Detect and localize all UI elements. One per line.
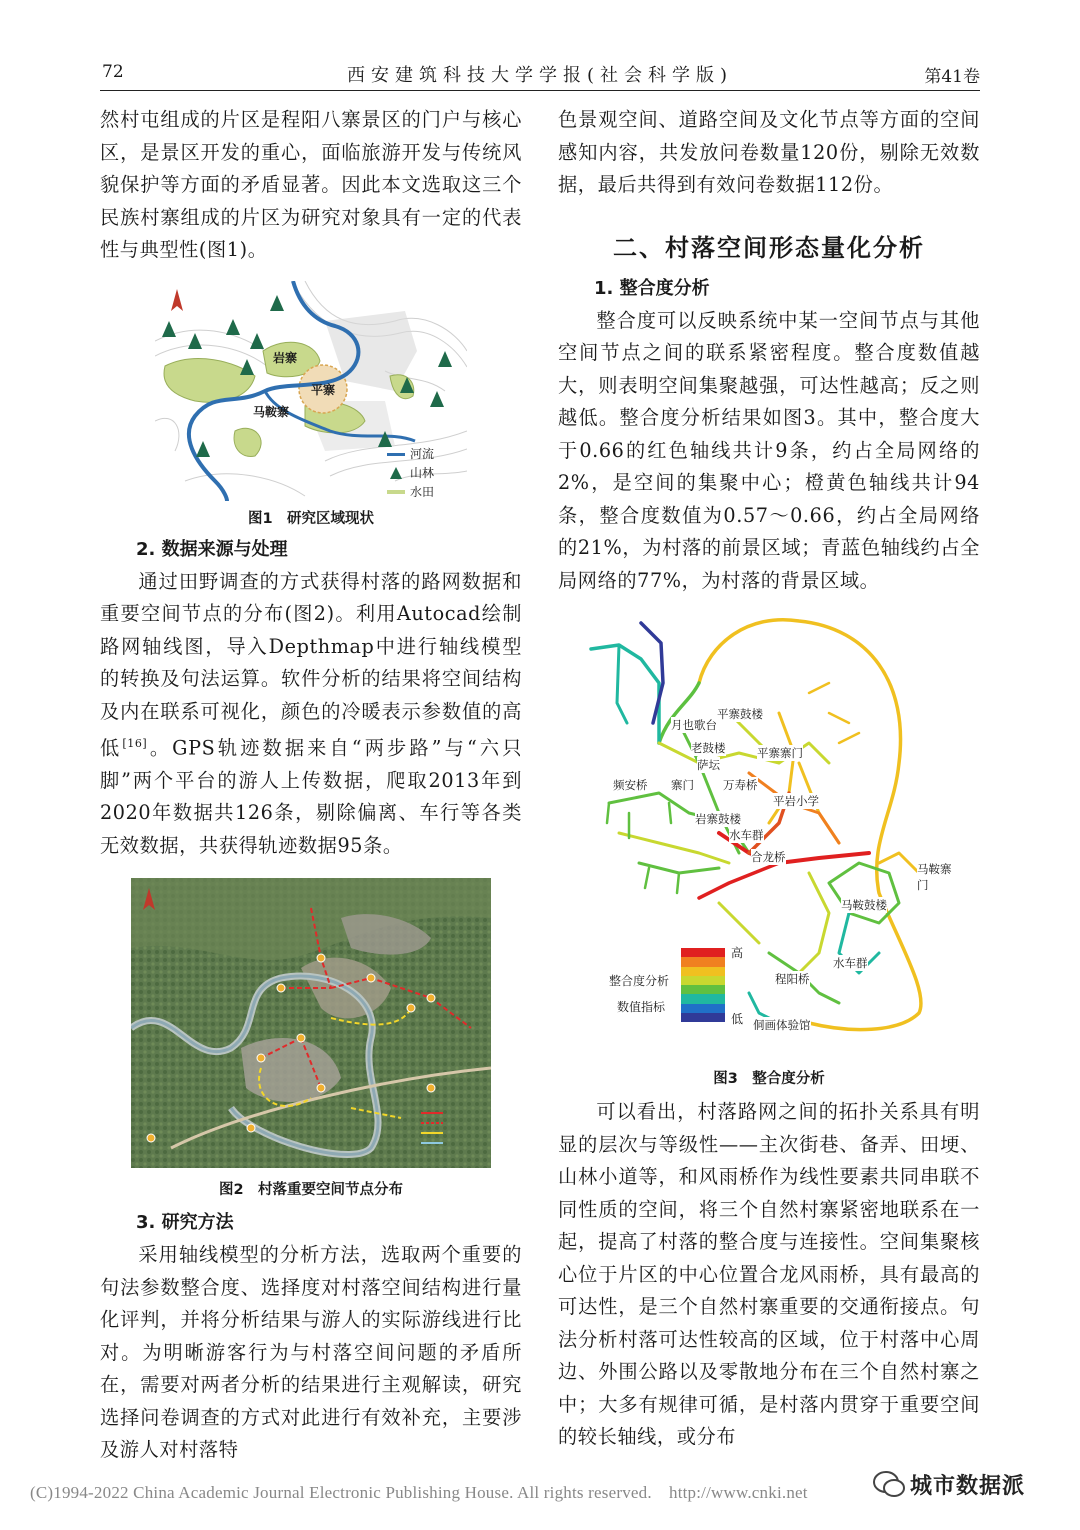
header-rule <box>100 90 980 91</box>
paddy-swatch <box>387 490 405 494</box>
legend-color-step <box>681 957 725 966</box>
tree-icon <box>390 467 402 479</box>
figure-1-map <box>155 281 467 501</box>
page-number: 72 <box>102 62 124 82</box>
legend-low: 低 <box>731 1012 744 1026</box>
place-label: 平岩小学 <box>773 794 819 808</box>
heading-data-source: 2. 数据来源与处理 <box>136 538 288 560</box>
label-maanzhai: 马鞍寨 <box>253 404 290 419</box>
right-column <box>558 104 980 1454</box>
legend-color-bar <box>681 948 725 1022</box>
place-label: 合龙桥 <box>751 850 786 864</box>
figure-2-caption: 图2 村落重要空间节点分布 <box>218 1182 404 1199</box>
label-yanzhai: 岩寨 <box>273 350 298 365</box>
place-label: 平寨寨门 <box>757 746 803 760</box>
legend-title-2: 数值指标 <box>617 1000 666 1014</box>
paragraph-intro-continued: 然村屯组成的片区是程阳八寨景区的门户与核心区，是景区开发的重心，面临旅游开发与传统风貌保护等方面的矛盾显著。因此本文选取这三个民族村寨组成的片区为研究对象具有一定的代表性与典型性(图1)。 <box>100 108 522 261</box>
legend-color-step <box>681 994 725 1003</box>
place-label: 月也歌台 <box>671 718 717 732</box>
place-label: 频安桥 <box>613 778 648 792</box>
figure-3-integration-map <box>579 613 959 1059</box>
legend-title-1: 整合度分析 <box>609 974 670 988</box>
journal-title: 西安建筑科技大学学报(社会科学版) <box>346 65 734 86</box>
paragraph-analysis: 可以看出，村落路网之间的拓扑关系具有明显的层次与等级性——主次街巷、备弄、田埂、山林小道等，和风雨桥作为线性要素共同串联不同性质的空间，将三个自然村寨紧密地联系在一起，提高了村落的整合度与连接性。空间集聚核心位于片区的中心位置合龙风雨桥，具有最高的可达性，是三个自然村寨重要的交通衔接点。句法分析村落可达性较高的区域，位于村落中心周边、外围公路以及零散地分布在三个自然村寨之中；大多有规律可循，是村落内贯穿于重要空间的较长轴线，或分布 <box>558 1100 980 1448</box>
legend-color-step <box>681 1013 725 1022</box>
place-label: 程阳桥 <box>775 972 810 986</box>
place-label: 侗画体验馆 <box>753 1018 811 1032</box>
paragraph-integration: 整合度可以反映系统中某一空间节点与其他空间节点之间的联系紧密程度。整合度数值越大，则表明空间集聚越强，可达性越高；反之则越低。整合度分析结果如图3。其中，整合度大于0.66的红色轴线共计9条，约占全局网络的2%，是空间的集聚中心；橙黄色轴线共计94条，整合度数值为0.57～0.66，约占全局网络的21%，为村落的前景区域；青蓝色轴线约占全局网络的77%，为村落的背景区域。 <box>558 308 980 592</box>
volume-label: 第41卷 <box>924 67 980 87</box>
heading-integration: 1. 整合度分析 <box>594 277 710 299</box>
figure-1-caption: 图1 研究区域现状 <box>247 510 375 527</box>
heading-method: 3. 研究方法 <box>136 1212 234 1234</box>
watermark-text: 城市数据派 <box>910 1474 1026 1499</box>
place-label: 马鞍寨门 <box>917 861 959 893</box>
legend-high: 高 <box>731 946 744 960</box>
place-label: 萨坛 <box>697 758 720 772</box>
figure-3-caption: 图3 整合度分析 <box>713 1071 825 1087</box>
legend-river: 河流 <box>387 445 434 464</box>
place-label: 水车群 <box>833 956 868 970</box>
legend-color-step <box>681 1004 725 1013</box>
aerial-map <box>131 878 491 1168</box>
place-label: 寨门 <box>671 778 694 792</box>
legend-color-step <box>681 976 725 985</box>
legend-forest: 山林 <box>387 464 434 483</box>
paragraph-data-source: 通过田野调查的方式获得村落的路网数据和重要空间节点的分布(图2)。利用Autocad绘制路网轴线图，导入Depthmap中进行轴线模型的转换及句法运算。软件分析的结果将空间结构及内在联系可视化，颜色的冷暖表示参数值的高低[16]。GPS轨迹数据来自“两步路”与“六只脚”两个平台的游人上传数据，爬取2013年到2020年数据共126条，剔除偏离、车行等各类无效数据，共获得轨迹数据95条。 <box>100 569 522 857</box>
running-header <box>100 58 980 88</box>
place-label: 平寨鼓楼 <box>717 707 763 721</box>
figure-2-aerial <box>131 878 491 1168</box>
citation-16: [16] <box>122 737 148 750</box>
watermark <box>870 1464 1055 1504</box>
place-label: 岩寨鼓楼 <box>695 812 741 826</box>
legend-color-step <box>681 967 725 976</box>
section-title: 二、村落空间形态量化分析 <box>613 233 925 262</box>
place-label: 万寿桥 <box>723 778 758 792</box>
integration-legend <box>609 948 749 1028</box>
wechat-icon <box>872 1467 906 1501</box>
legend-color-step <box>681 985 725 994</box>
left-column <box>100 104 522 1467</box>
paragraph-survey-continued: 色景观空间、道路空间及文化节点等方面的空间感知内容，共发放问卷数量120份，剔除无效数据，最后共得到有效问卷数据112份。 <box>558 108 980 196</box>
river-swatch <box>387 453 405 456</box>
copyright-footer: (C)1994-2022 China Academic Journal Electronic Publishing House. All rights reserved. http://www.cnki.net <box>30 1483 808 1502</box>
legend-color-step <box>681 948 725 957</box>
place-label: 马鞍鼓楼 <box>841 898 887 912</box>
legend-paddy: 水田 <box>387 483 434 502</box>
place-label: 水车群 <box>729 828 764 842</box>
place-label: 老鼓楼 <box>691 741 726 755</box>
label-pingzhai: 平寨 <box>311 382 336 397</box>
paragraph-method: 采用轴线模型的分析方法，选取两个重要的句法参数整合度、选择度对村落空间结构进行量化评判，并将分析结果与游人的实际游线进行比对。为明晰游客行为与村落空间问题的矛盾所在，需要对两者分析的结果进行主观解读，研究选择问卷调查的方式对此进行有效补充，主要涉及游人对村落特 <box>100 1243 522 1462</box>
figure-1-legend <box>387 445 434 502</box>
